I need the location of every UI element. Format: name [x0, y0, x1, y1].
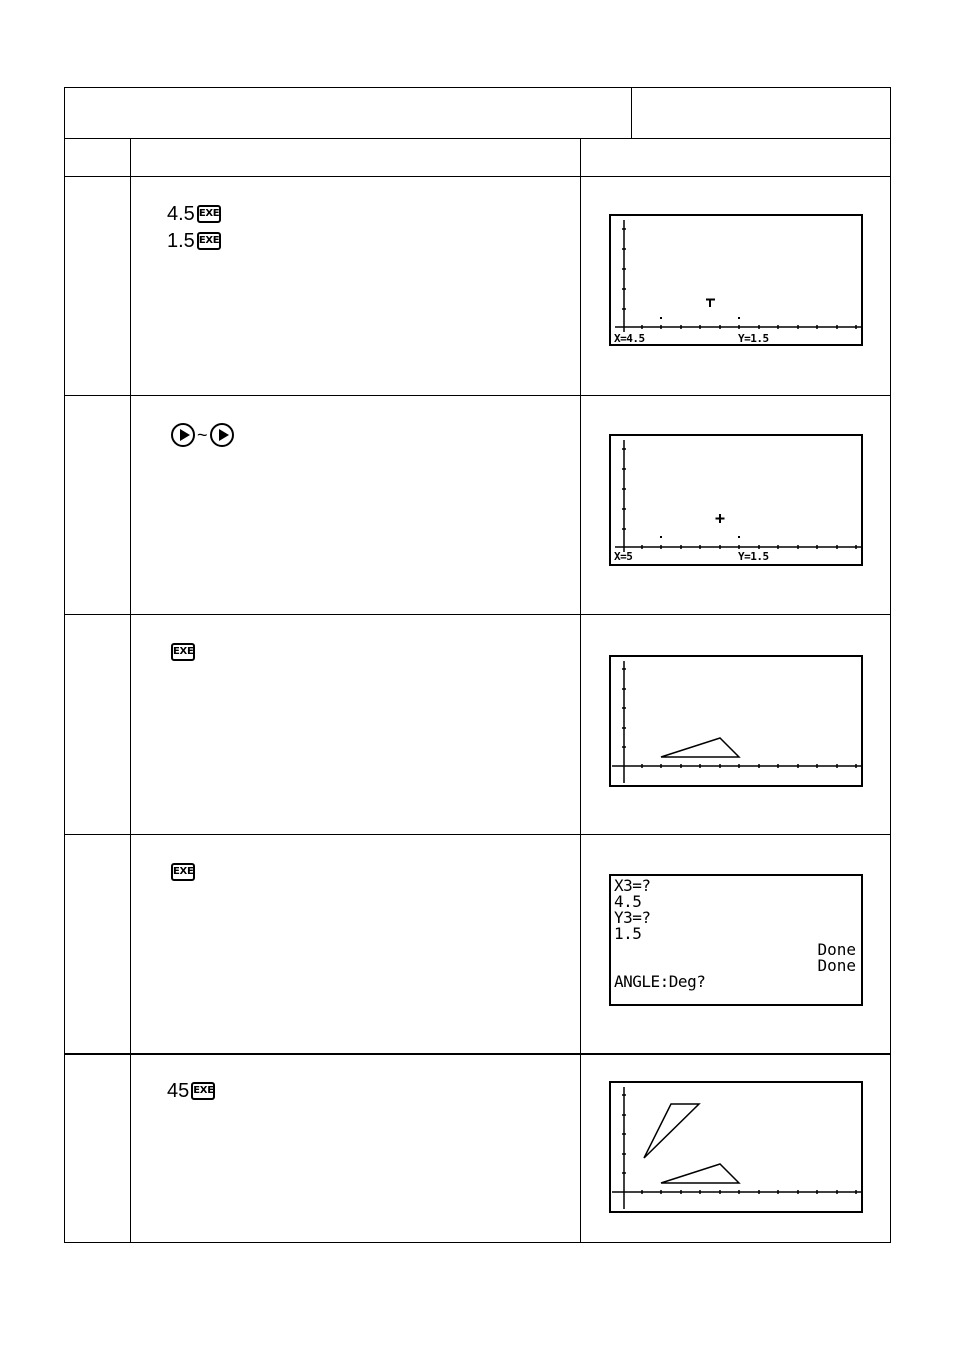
screen-line-right: Done — [817, 940, 856, 959]
exe-key: EXE — [197, 232, 221, 250]
calculator-screen-4 — [609, 874, 863, 1006]
exe-key: EXE — [171, 863, 195, 881]
angle-prompt: ANGLE:Deg? — [614, 972, 706, 991]
table-border-top — [64, 87, 891, 88]
calculator-screen-2 — [609, 434, 863, 566]
row-line — [64, 395, 891, 396]
graph-axes — [611, 216, 861, 344]
calculator-screen-1 — [609, 214, 863, 346]
x-readout: X=5 — [614, 550, 633, 563]
step1-keys-2 — [167, 231, 221, 251]
y-readout: Y=1.5 — [738, 332, 769, 345]
y-readout: Y=1.5 — [738, 550, 769, 563]
column-line — [130, 138, 131, 1243]
cursor-cross-icon — [716, 514, 725, 523]
step2-keys — [171, 423, 234, 447]
screen-line: Y3=? — [614, 908, 651, 927]
cursor-cross-icon — [706, 299, 715, 307]
screen-line-right: Done — [817, 956, 856, 975]
key-value: 4.5 — [167, 203, 195, 225]
table-border-bottom — [64, 1242, 891, 1243]
x-readout: X=4.5 — [614, 332, 645, 345]
exe-key: EXE — [191, 1082, 215, 1100]
rotated-triangle-shape — [644, 1104, 699, 1158]
table-border-right — [890, 87, 891, 1243]
step5-keys — [167, 1081, 215, 1101]
triangle-shape — [661, 1164, 739, 1183]
table-border-left — [64, 87, 65, 1243]
row-line — [64, 138, 891, 139]
row-line — [64, 1053, 891, 1055]
key-value: 45 — [167, 1080, 190, 1102]
column-line — [580, 138, 581, 1243]
row-line — [64, 614, 891, 615]
calculator-screen-5 — [609, 1081, 863, 1213]
key-value: 1.5 — [167, 230, 195, 252]
exe-key: EXE — [171, 643, 195, 661]
row-line — [64, 176, 891, 177]
graph-axes — [611, 436, 861, 564]
right-arrow-key-icon — [171, 423, 195, 447]
graph-with-triangle — [611, 657, 861, 785]
step1-keys — [167, 204, 221, 224]
screen-line: 4.5 — [614, 892, 642, 911]
screen-line: X3=? — [614, 876, 651, 895]
row-line — [64, 834, 891, 835]
graph-with-two-triangles — [611, 1083, 861, 1211]
right-arrow-key-icon — [210, 423, 234, 447]
range-tilde: ~ — [197, 425, 208, 445]
exe-key: EXE — [197, 205, 221, 223]
calculator-screen-3 — [609, 655, 863, 787]
step3-keys — [171, 643, 195, 661]
step4-keys — [171, 863, 195, 881]
header-divider — [631, 87, 632, 138]
screen-line: 1.5 — [614, 924, 642, 943]
triangle-shape — [661, 738, 739, 757]
